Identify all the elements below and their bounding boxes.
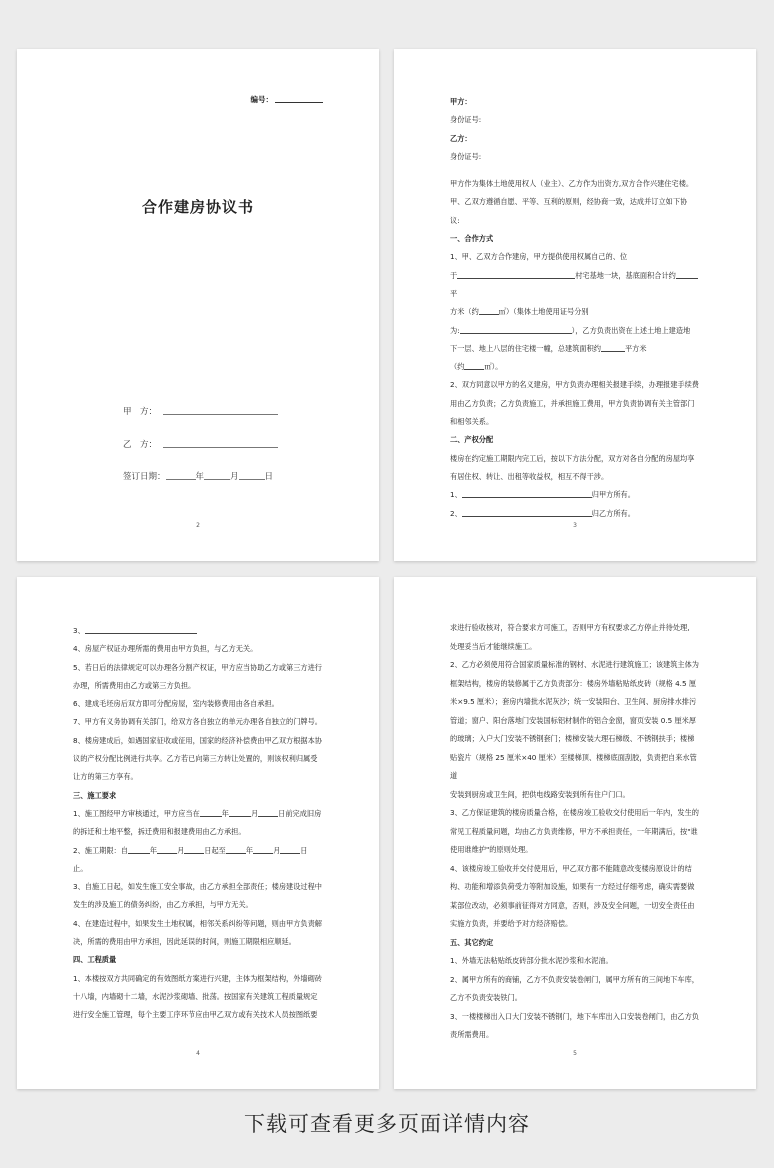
page-body: [450, 93, 700, 523]
clause-line: 构、功能和增添负荷受力等附加设施，如果有一方经过仔细考虑，确实需要做: [450, 882, 695, 891]
document-title: 合作建房协议书: [141, 198, 254, 216]
party-b-blank: [163, 447, 278, 448]
party-a-blank: [163, 414, 278, 415]
party-a-heading: 甲方：: [450, 97, 472, 106]
clause-line: 乙方不负责安装铁门。: [450, 993, 522, 1002]
clause-line: 3、一楼楼梯出入口大门安装不锈钢门，地下车库出入口安装卷闸门，由乙方负: [450, 1011, 699, 1021]
clause-line: 发生的涉及施工的债务纠纷，由乙方承担，与甲方无关。: [73, 900, 253, 910]
clause-line: 求进行验收核对，符合要求方可施工，否则甲方有权要求乙方停止并待处理,: [450, 623, 690, 632]
clause-line: 6、建成毛坯房后双方即可分配房屋，室内装修费用由各自承担。: [73, 699, 279, 709]
clause-line: 4、在建造过程中，如果发生土地权属，相邻关系纠纷等问题，则由甲方负责解: [73, 918, 322, 928]
clause-line: 米×9.5 厘米）；套房内墙批水泥灰沙；统一安装阳台、卫生间、厨房排水排污: [450, 697, 697, 706]
serial-number-field: [251, 94, 324, 105]
download-caption: 下载可查看更多页面详情内容: [244, 1112, 530, 1136]
party-b-id: 身份证号:: [450, 151, 482, 161]
clause-line: 1、施工图经甲方审核通过，甲方应当在 年 月 日前完成旧房: [73, 808, 322, 818]
clause-line: 4、该楼房竣工验收并交付使用后，甲乙双方都不能随意改变楼房原设计的结: [450, 863, 692, 873]
page-body: [73, 622, 323, 1025]
clause-line: 2、双方同意以甲方的名义建房，甲方负责办理相关报建手续，办理报建手续费: [450, 380, 699, 390]
section-heading: 四、工程质量: [73, 955, 117, 965]
clause-line: 楼房在约定施工期限内完工后，按以下方法分配，双方对各自分配的房屋均享: [450, 453, 695, 463]
clause-line: 3、乙方保证建筑的楼房质量合格，在楼房竣工验收交付使用后一年内，发生的: [450, 808, 699, 817]
clause-line: 安装到厨房或卫生间，把供电线路安装到所有住户门口。: [450, 789, 630, 799]
party-b-label: 乙 方：: [123, 440, 158, 450]
clause-line: 常见工程质量问题，均由乙方负责维修，甲方不承担责任，一年期满后，按"谁: [450, 826, 698, 836]
clause-line: 方米（约 ㎡）（集体土地使用证号分别: [450, 307, 589, 317]
intro-line: 甲、乙双方遵循自愿、平等、互利的原则，经协商一致，达成并订立如下协: [450, 197, 688, 207]
party-a-label: 甲 方：: [123, 407, 158, 417]
clause-line: 1、 归甲方所有。: [450, 490, 635, 500]
clause-line: 用由乙方负责；乙方负责施工，并承担施工费用，甲方负责协调有关主管部门: [450, 398, 695, 408]
clause-line: 1、外墙无法粘贴纸皮砖部分批水泥沙浆和水泥油。: [450, 956, 613, 965]
page-number: 4: [196, 1050, 200, 1057]
clause-line: 于 村宅基地一块，基底面积合计约平: [450, 267, 700, 304]
clause-line: 处理妥当后才能继续施工。: [450, 641, 537, 651]
page-body: [450, 619, 700, 1045]
clause-line: 的拆迁和土地平整，拆迁费用和报建费用由乙方承担。: [73, 827, 246, 837]
page-number: 3: [573, 522, 577, 529]
clause-line: 十八墙，内墙砌十二墙，水泥沙浆砌墙、批荡。按国家有关建筑工程质量规定: [73, 991, 318, 1001]
clause-line: 2、属甲方所有的商铺，乙方不负责安装卷闸门，属甲方所有的三间地下车库，: [450, 974, 699, 984]
clause-line: 的玻璃；入户大门安装不锈钢套门；楼梯安装大理石梯级、不锈钢扶手；楼梯: [450, 734, 695, 743]
intro-line: 甲方作为集体土地使用权人（业主）、乙方作为出资方,双方合作兴建住宅楼。: [450, 179, 694, 189]
section-heading: 五、其它约定: [450, 937, 494, 947]
clause-line: 实施方负责，并要给予对方经济赔偿。: [450, 919, 573, 928]
page-number: 2: [196, 522, 200, 529]
page-number: 5: [573, 1050, 577, 1057]
clause-line: 1、甲、乙双方合作建房，甲方提供使用权属自己的、位: [450, 252, 628, 262]
clause-line: 2、乙方必须使用符合国家质量标准的钢材、水泥进行建筑施工；该建筑主体为: [450, 660, 699, 669]
clause-line: 框架结构，楼房的装修属于乙方负责部分：楼房外墙粘贴纸皮砖（规格 4.5 厘: [450, 678, 697, 688]
sign-date-label: 签订日期：: [123, 472, 166, 482]
clause-line: 使用谁维护"的原则处理。: [450, 845, 533, 854]
clause-line: 3、: [73, 622, 323, 640]
clause-line: 下一层、地上八层的住宅楼一幢，总建筑面积约 平方米: [450, 343, 647, 353]
clause-line: 2、 归乙方所有。: [450, 508, 635, 518]
clause-line: 4、房屋产权证办理所需的费用由甲方负担，与乙方无关。: [73, 644, 258, 654]
clause-line: 为: ），乙方负责出资在上述土地上建造地: [450, 325, 691, 335]
section-heading: 一、合作方式: [450, 234, 494, 244]
sign-date-line: 签订日期： 年 月 日: [123, 472, 274, 482]
intro-line: 议:: [450, 215, 460, 225]
clause-line: 和相邻关系。: [450, 417, 494, 427]
document-page-cover: [17, 49, 379, 561]
section-heading: 三、施工要求: [73, 790, 117, 800]
clause-line: 让方的第三方享有。: [73, 772, 138, 782]
serial-label: 编号：: [250, 95, 273, 104]
clause-line: 议的产权分配比例进行共享。乙方若已向第三方转让处置的，则该权利归属受: [73, 754, 318, 764]
clause-line: 办理，所需费用由乙方或第三方负担。: [73, 680, 196, 690]
party-a-signature-line: [123, 405, 278, 417]
clause-line: 止。: [73, 863, 88, 873]
document-page-3: [394, 49, 756, 561]
party-b-signature-line: [123, 438, 278, 450]
clause-line: 3、自施工日起，如发生施工安全事故，由乙方承担全部责任；楼房建设过程中: [73, 882, 322, 892]
document-page-5: [394, 577, 756, 1089]
clause-line: 某部位改动，必须事前征得对方同意，否则，涉及安全问题，一切安全责任由: [450, 900, 695, 910]
document-page-4: [17, 577, 379, 1089]
section-heading: 二、产权分配: [450, 435, 494, 445]
clause-line: （约 ㎡）。: [450, 362, 503, 372]
clause-line: 管道；窗户、阳台落地门安装国标铝材制作的铝合金窗，窗页安装 0.5 厘米厚: [450, 715, 697, 725]
clause-line: 有居住权、转让、出租等收益权，相互不得干涉。: [450, 471, 609, 481]
clause-line: 5、若日后的法律规定可以办理各分割产权证，甲方应当协助乙方或第三方进行: [73, 662, 322, 672]
clause-line: 7、甲方有义务协调有关部门，给双方各自独立的单元办理各自独立的门牌号。: [73, 717, 322, 727]
party-a-id: 身份证号:: [450, 115, 482, 125]
serial-blank: [275, 102, 323, 103]
party-b-heading: 乙方：: [450, 133, 472, 143]
clause-line: 2、施工期限：自 年 月 日起至 年 月 日: [73, 845, 308, 855]
clause-line: 贴瓷片（规格 25 厘米×40 厘米）至楼梯顶、楼梯底面刮胶，负责把自来水管道: [450, 752, 697, 780]
clause-line: 决，所需的费用由甲方承担，因此延误的时间，则施工期限相应顺延。: [73, 937, 296, 947]
clause-line: 责所需费用。: [450, 1030, 494, 1039]
clause-line: 1、本楼按双方共同确定的有效图纸方案进行兴建，主体为框架结构，外墙砌砖: [73, 973, 322, 983]
clause-line: 进行安全施工管理，每个主要工序环节应由甲乙双方或有关技术人员按图纸要: [73, 1010, 318, 1020]
clause-line: 8、楼房建成后，如遇国家征收或征用，国家的经济补偿费由甲乙双方根据本协: [73, 735, 322, 745]
